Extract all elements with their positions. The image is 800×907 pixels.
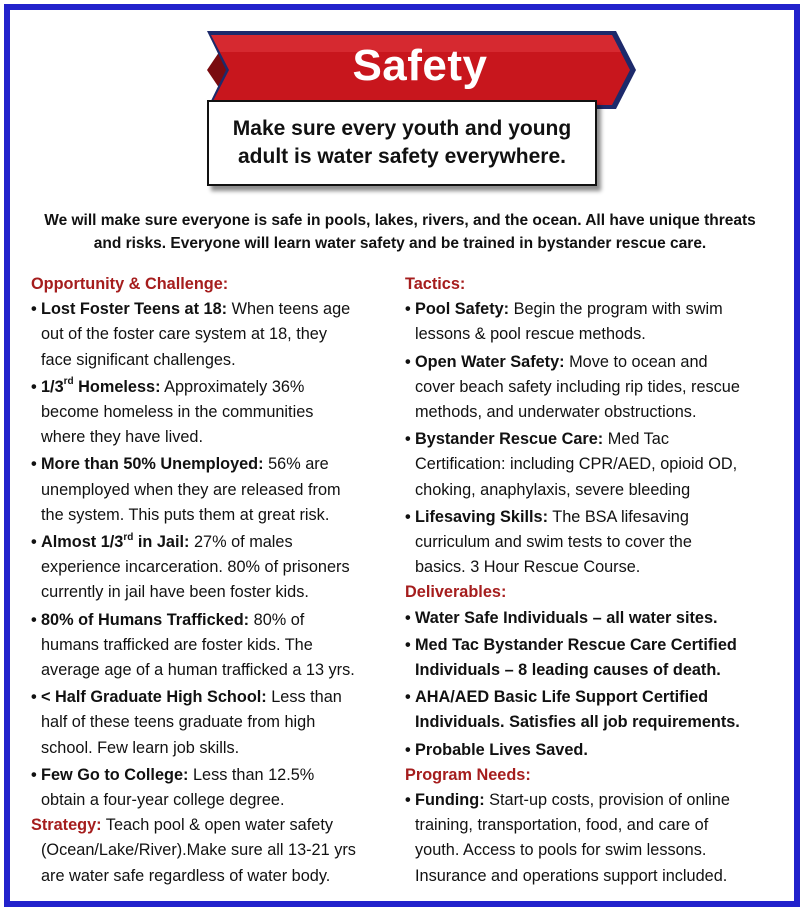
list-item-college: • Few Go to College: Less than 12.5% obtain a four-year college degree. bbox=[31, 763, 401, 813]
list-item-open-water-safety: • Open Water Safety: Move to ocean and cover beach safety including rip tides, rescue methods, and underwater obstructions. bbox=[405, 350, 790, 426]
deliverables-heading: Deliverables: bbox=[405, 583, 507, 602]
page-title: Safety bbox=[352, 41, 488, 90]
list-item-lifesaving-skills: • Lifesaving Skills: The BSA lifesaving curriculum and swim tests to cover the basics. 3 Hour Rescue Course. bbox=[405, 505, 790, 581]
tactics-heading: Tactics: bbox=[405, 275, 466, 293]
list-item-jail: • Almost 1/3rd in Jail: 27% of males experience incarceration. 80% of prisoners currently in jail have been foster kids. bbox=[31, 530, 401, 606]
list-item-graduate: • < Half Graduate High School: Less than half of these teens graduate from high school. Few learn job skills. bbox=[31, 685, 401, 761]
right-column bbox=[405, 272, 790, 889]
list-item-homeless: • 1/3rd Homeless: Approximately 36% become homeless in the communities where they have lived. bbox=[31, 375, 401, 451]
intro-paragraph: We will make sure everyone is safe in pools, lakes, rivers, and the ocean. All have unique threats and risks. Everyone will learn water safety and be trained in bystander rescue care. bbox=[44, 212, 756, 252]
strategy-section: Strategy: Teach pool & open water safety (Ocean/Lake/River).Make sure all 13-21 yrs are water safe regardless of water body. bbox=[31, 816, 356, 885]
list-item-aha-aed: • AHA/AED Basic Life Support Certified Individuals. Satisfies all job requirements. bbox=[405, 685, 790, 735]
mission-statement: Make sure every youth and young adult is water safety everywhere. bbox=[232, 117, 572, 168]
list-item-med-tac: • Med Tac Bystander Rescue Care Certified Individuals – 8 leading causes of death. bbox=[405, 633, 790, 683]
mission-statement-box bbox=[207, 100, 597, 186]
strategy-label: Strategy: bbox=[31, 816, 102, 835]
opportunity-heading: Opportunity & Challenge: bbox=[31, 275, 229, 293]
list-item-lives-saved: • Probable Lives Saved. bbox=[405, 738, 790, 763]
list-item-bystander-rescue: • Bystander Rescue Care: Med Tac Certification: including CPR/AED, opioid OD, choking, anaphylaxis, severe bleeding bbox=[405, 427, 790, 503]
list-item-pool-safety: • Pool Safety: Begin the program with swim lessons & pool rescue methods. bbox=[405, 297, 790, 347]
list-item-water-safe: • Water Safe Individuals – all water sites. bbox=[405, 606, 790, 631]
list-item-lost-foster-teens: • Lost Foster Teens at 18: When teens age out of the foster care system at 18, they face significant challenges. bbox=[31, 297, 401, 373]
program-needs-heading: Program Needs: bbox=[405, 765, 531, 784]
list-item-unemployed: • More than 50% Unemployed: 56% are unemployed when they are released from the system. This puts them at great risk. bbox=[31, 452, 401, 528]
list-item-funding: • Funding: Start-up costs, provision of online training, transportation, food, and care of youth. Access to pools for swim lessons. Insurance and operations support included. bbox=[405, 788, 790, 889]
left-column bbox=[31, 272, 401, 889]
list-item-trafficked: • 80% of Humans Trafficked: 80% of humans trafficked are foster kids. The average age of a human trafficked a 13 yrs. bbox=[31, 608, 401, 684]
